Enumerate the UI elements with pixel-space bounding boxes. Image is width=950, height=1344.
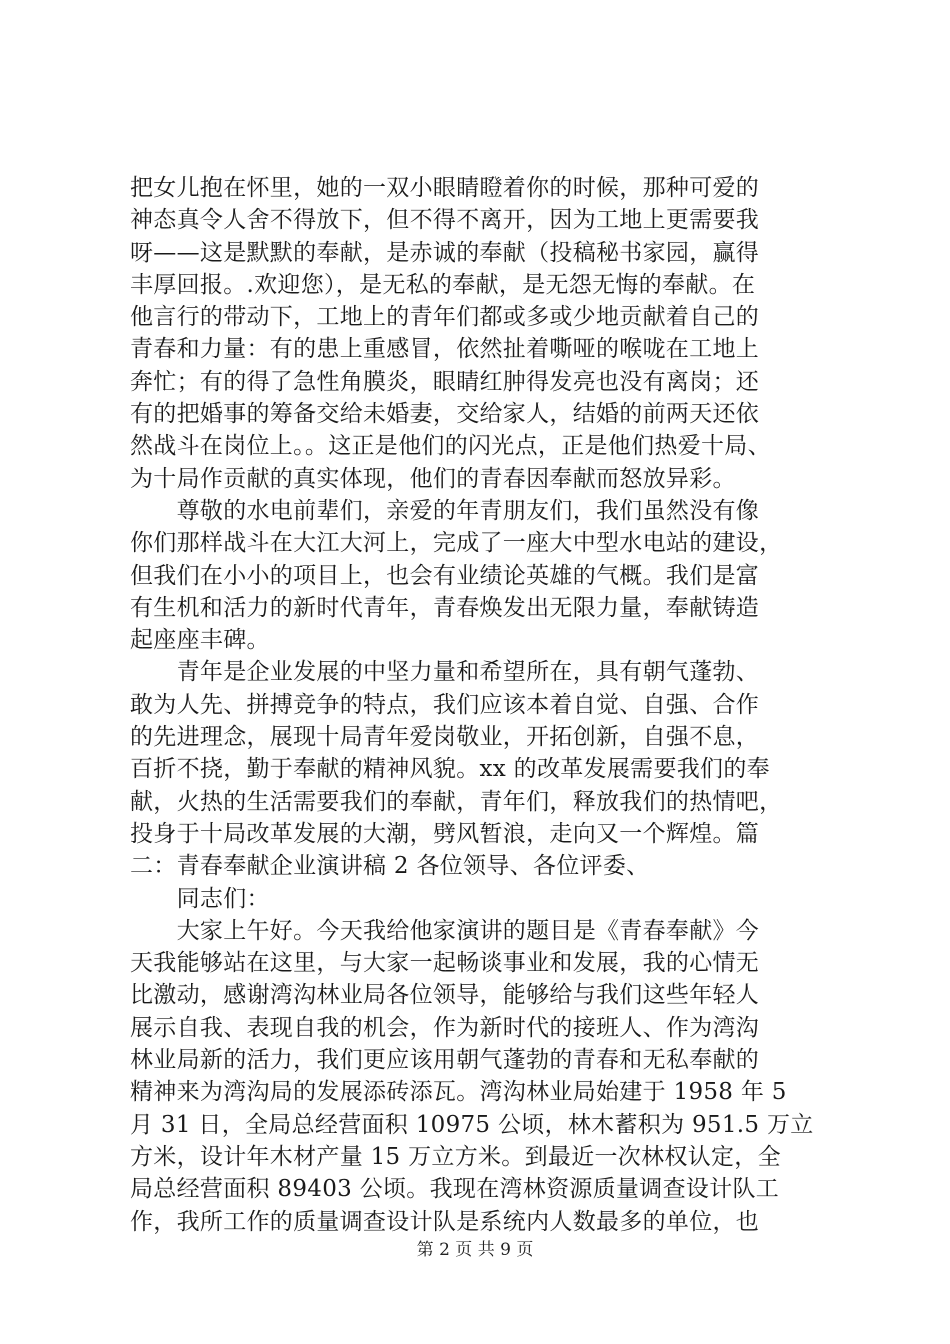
text-line: 神态真令人舍不得放下，但不得不离开，因为工地上更需要我 xyxy=(130,207,760,234)
text-line: 青春和力量：有的患上重感冒，依然扯着嘶哑的喉咙在工地上 xyxy=(130,336,760,363)
text-line: 局总经营面积 89403 公顷。我现在湾林资源质量调查设计队工 xyxy=(130,1176,780,1203)
text-line: 比激动，感谢湾沟林业局各位领导，能够给与我们这些年轻人 xyxy=(130,982,760,1009)
text-line: 精神来为湾沟局的发展添砖添瓦。湾沟林业局始建于 1958 年 5 xyxy=(130,1079,787,1106)
text-line: 把女儿抱在怀里，她的一双小眼睛瞪着你的时候，那种可爱的 xyxy=(130,175,760,201)
text-line: 青年是企业发展的中坚力量和希望所在，具有朝气蓬勃、 xyxy=(130,659,760,686)
text-line: 有的把婚事的筹备交给未婚妻，交给家人，结婚的前两天还依 xyxy=(130,401,760,428)
text-line: 丰厚回报。.欢迎您），是无私的奉献，是无怨无悔的奉献。在 xyxy=(130,271,756,298)
text-line: 展示自我、表现自我的机会，作为新时代的接班人、作为湾沟 xyxy=(130,1014,760,1041)
text-line: 起座座丰碑。 xyxy=(130,627,270,654)
text-line: 为十局作贡献的真实体现，他们的青春因奉献而怒放异彩。 xyxy=(130,465,736,492)
text-line: 方米，设计年木材产量 15 万立方米。到最近一次林权认定，全 xyxy=(130,1143,781,1170)
text-line: 林业局新的活力，我们更应该用朝气蓬勃的青春和无私奉献的 xyxy=(130,1047,760,1074)
text-line: 呀——这是默默的奉献，是赤诚的奉献（投稿秘书家园，赢得 xyxy=(130,239,760,266)
text-line: 但我们在小小的项目上，也会有业绩论英雄的气概。我们是富 xyxy=(130,562,760,589)
document-body xyxy=(130,172,830,1238)
text-line: 月 31 日，全局总经营面积 10975 公顷，林木蓄积为 951.5 万立 xyxy=(130,1111,814,1138)
text-line: 他言行的带动下，工地上的青年们都或多或少地贡献着自己的 xyxy=(130,304,760,331)
text-line: 尊敬的水电前辈们，亲爱的年青朋友们，我们虽然没有像 xyxy=(130,497,760,524)
text-line: 投身于十局改革发展的大潮，劈风暂浪，走向又一个辉煌。篇 xyxy=(130,820,760,847)
text-line: 同志们： xyxy=(130,885,270,912)
text-line: 百折不挠，勤于奉献的精神风貌。xx 的改革发展需要我们的奉 xyxy=(130,756,770,783)
text-line: 然战斗在岗位上。。这正是他们的闪光点，正是他们热爱十局、 xyxy=(130,433,771,460)
text-line: 奔忙；有的得了急性角膜炎，眼睛红肿得发亮也没有离岗；还 xyxy=(130,368,760,395)
text-line: 有生机和活力的新时代青年，青春焕发出无限力量，奉献铸造 xyxy=(130,594,760,621)
text-line: 天我能够站在这里，与大家一起畅谈事业和发展，我的心情无 xyxy=(130,950,760,977)
text-line: 作，我所工作的质量调查设计队是系统内人数最多的单位，也 xyxy=(130,1208,760,1235)
text-line: 你们那样战斗在大江大河上，完成了一座大中型水电站的建设， xyxy=(130,530,783,557)
text-line: 敢为人先、拼搏竞争的特点，我们应该本着自觉、自强、合作 xyxy=(130,691,760,718)
text-line: 大家上午好。今天我给他家演讲的题目是《青春奉献》今 xyxy=(130,917,760,944)
text-line: 的先进理念，展现十局青年爱岗敬业，开拓创新，自强不息， xyxy=(130,724,760,751)
text-line: 二：青春奉献企业演讲稿 2 各位领导、各位评委、 xyxy=(130,853,650,880)
text-line: 献，火热的生活需要我们的奉献，青年们，释放我们的热情吧， xyxy=(130,788,783,815)
page-footer: 第 2 页 共 9 页 xyxy=(416,1240,534,1260)
